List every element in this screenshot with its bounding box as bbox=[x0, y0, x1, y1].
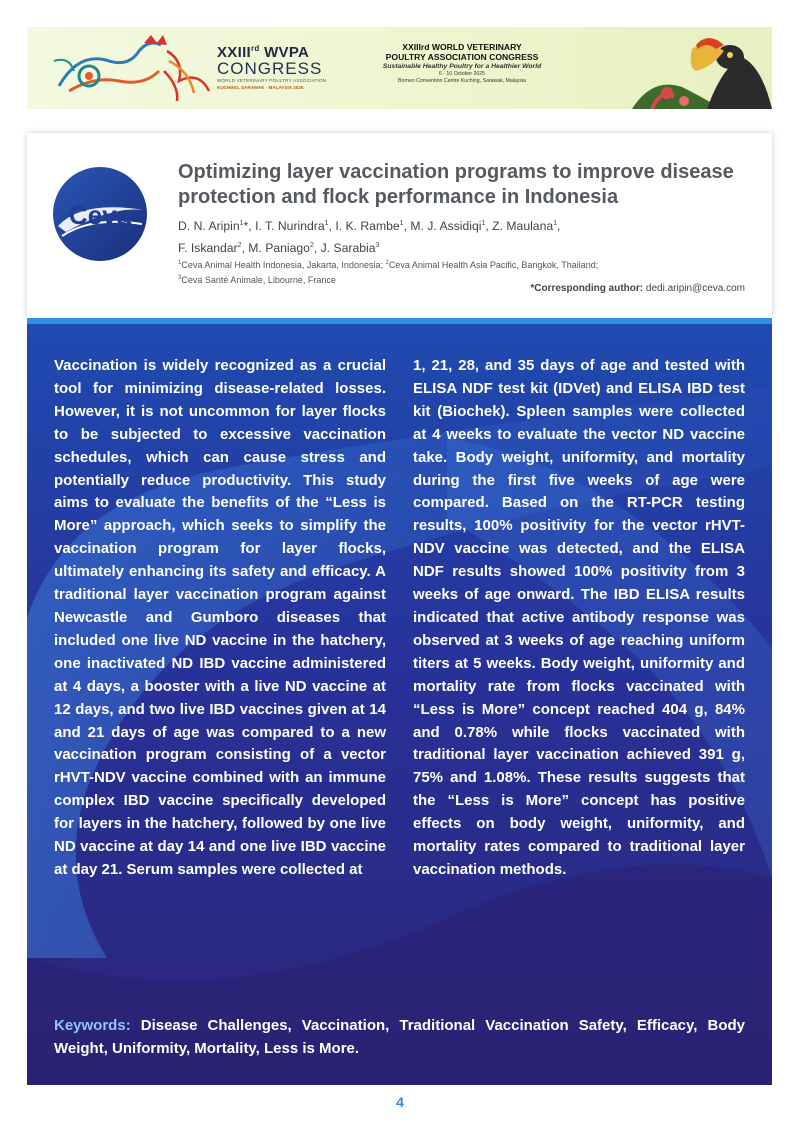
banner-dates: 6 - 10 October 2025 bbox=[438, 71, 486, 77]
ceva-logo-icon bbox=[52, 166, 148, 262]
author: M. Paniago$^2$, bbox=[248, 241, 321, 256]
logo-line-1: XXIIIrd WVPA bbox=[217, 44, 310, 61]
author: I. T. Nurindra$^1$, bbox=[255, 219, 336, 234]
keywords-text: Disease Challenges, Vaccination, Traditional Vaccination Safety, Efficacy, Body Weight, Uniformity, Mortality, Less is More. bbox=[54, 1017, 745, 1057]
author: D. N. Aripin$^1$*, bbox=[178, 219, 256, 234]
keywords-label: Keywords: bbox=[54, 1017, 131, 1034]
ceva-logo-text: Ceva bbox=[68, 200, 132, 230]
author: Z. Maulana$^1$, bbox=[492, 219, 561, 234]
keywords bbox=[54, 1014, 745, 1060]
article-header bbox=[27, 133, 772, 318]
hornbill-illustration-icon bbox=[612, 27, 772, 109]
congress-banner bbox=[27, 27, 772, 109]
page-number: 4 bbox=[396, 1094, 404, 1110]
corresponding-email[interactable]: dedi.aripin@ceva.com bbox=[645, 283, 745, 294]
affiliation: $^3$Ceva Santé Animale, Libourne, France bbox=[178, 275, 336, 285]
corresponding-author bbox=[530, 283, 745, 294]
author: I. K. Rambe$^1$, bbox=[335, 219, 411, 234]
banner-title-line-1: XXIIIrd WORLD VETERINARY bbox=[402, 42, 522, 52]
affiliation: $^1$Ceva Animal Health Indonesia, Jakarta, Indonesia; bbox=[178, 260, 386, 270]
abstract-column-right: 1, 21, 28, and 35 days of age and tested with ELISA NDF test kit (IDVet) and ELISA IBD test kit (Biochek). Spleen samples were collected at 4 weeks to evaluate the vector ND vaccine take. Body weight, uniformity, and mortality during the first five weeks of age were compared. Based on the RT-PCR testing results, 100% positivity for the vector rHVT-NDV vaccine was detected, and the ELISA NDF results showed 100% positivity from 3 weeks of age onward. The IBD ELISA results indicated that active antibody response was observed at 3 weeks of age reaching uniform titers at 5 weeks. Body weight, uniformity and mortality rate from flocks vaccinated with “Less is More” concept reached 404 g, 84% and 0.78% while flocks vaccinated with traditional layer vaccination achieved 391 g, 75% and 1.08%. These results suggests that the “Less is More” concept has positive effects on body weight, uniformity, and mortality rates compared to traditional layer vaccination methods. bbox=[413, 357, 745, 878]
corresponding-label: *Corresponding author: bbox=[530, 283, 644, 294]
abstract-panel bbox=[27, 318, 772, 1085]
rooster-illustration-icon bbox=[49, 31, 214, 105]
wvpa-congress-logo bbox=[217, 41, 357, 91]
banner-venue: Borneo Convention Centre Kuching, Sarawak, Malaysia bbox=[397, 78, 527, 84]
banner-title-line-2: POULTRY ASSOCIATION CONGRESS bbox=[385, 52, 539, 62]
affiliation: $^2$Ceva Animal Health Asia Pacific, Bangkok, Thailand; bbox=[385, 260, 599, 270]
author: M. J. Assidiqi$^1$, bbox=[410, 219, 493, 234]
author-list bbox=[178, 214, 758, 258]
abstract-column-left: Vaccination is widely recognized as a crucial tool for minimizing disease-related losses. However, it is not uncommon for layer flocks to be subjected to excessive vaccination schedules, which can cause stress and potentially reduce productivity. This study aims to evaluate the benefits of the “Less is More” approach, which seeks to simplify the vaccination program for layer flocks, ultimately enhancing its safety and efficacy. A traditional layer vaccination program against Newcastle and Gumboro diseases that included one live ND vaccine in the hatchery, one inactivated ND IBD vaccine administered at 4 days, a booster with a live ND vaccine at 12 days, and two live IBD vaccines given at 14 and 21 days of age was compared to a new vaccination program consisting of a vector rHVT-NDV vaccine combined with an immune complex IBD vaccine specifically developed for layers in the hatchery, followed by one live ND vaccine at day 14 and one live IBD vaccine at day 21. Serum samples were collected at bbox=[54, 357, 386, 878]
banner-tagline: Sustainable Healthy Poultry for a Healthier World bbox=[382, 63, 542, 70]
author: F. Iskandar$^2$, bbox=[178, 241, 249, 256]
article-title: Optimizing layer vaccination programs to improve disease protection and flock performance in Indonesia bbox=[178, 161, 734, 208]
logo-line-3: WORLD VETERINARY POULTRY ASSOCIATION bbox=[217, 78, 327, 83]
logo-line-2: CONGRESS bbox=[217, 59, 323, 78]
author: J. Sarabia$^3$ bbox=[320, 241, 380, 256]
banner-text bbox=[357, 42, 567, 85]
logo-line-4: KUCHING, SARAWAK · MALAYSIA 2025 bbox=[217, 85, 304, 90]
